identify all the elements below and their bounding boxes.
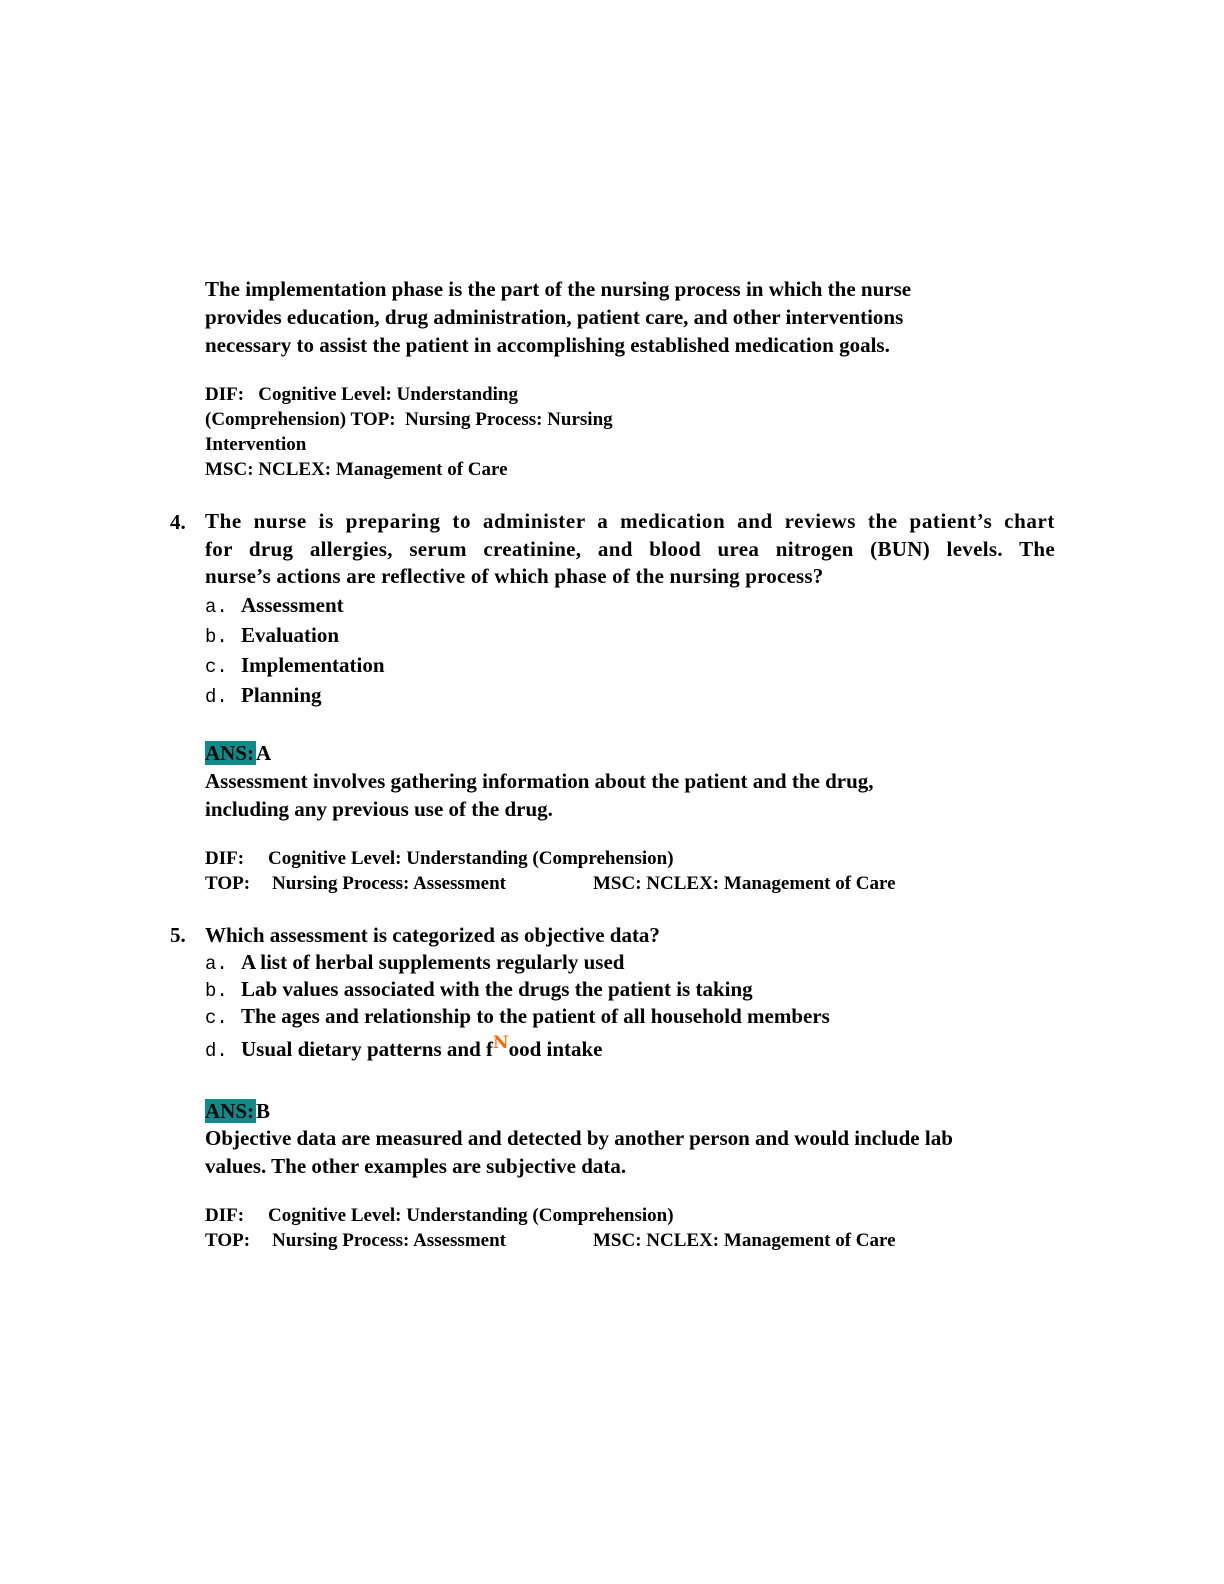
q4-stem-line: nurse’s actions are reflective of which phase of the nursing process? <box>205 564 824 588</box>
q4-answer <box>205 740 271 766</box>
option-text: Lab values associated with the drugs the patient is taking <box>241 977 753 1001</box>
q4-option-b[interactable] <box>205 621 385 651</box>
option-letter: a. <box>205 596 228 618</box>
q4-rationale-line: Assessment involves gathering information about the patient and the drug, <box>205 769 874 793</box>
q4-stem <box>205 508 1055 591</box>
question-number: 4. <box>170 510 186 534</box>
q5-option-a[interactable] <box>205 950 830 977</box>
q4-meta-top: TOP: Nursing Process: Assessment MSC: NCLEX: Management of Care <box>205 873 896 894</box>
q4-rationale <box>205 767 1025 823</box>
q4-option-d[interactable] <box>205 681 385 711</box>
option-text: Usual dietary patterns and f <box>241 1037 494 1061</box>
option-text: A list of herbal supplements regularly used <box>241 950 625 974</box>
option-letter: d. <box>205 1040 228 1062</box>
answer-badge: ANS: <box>205 1099 255 1123</box>
q3-rationale-line: necessary to assist the patient in accomplishing established medication goals. <box>205 333 890 357</box>
q3-rationale-line: The implementation phase is the part of the nursing process in which the nurse <box>205 277 912 301</box>
option-letter: c. <box>205 1007 228 1029</box>
q5-meta-dif: DIF: Cognitive Level: Understanding (Comprehension) <box>205 1205 674 1226</box>
q3-meta-line: Intervention <box>205 434 307 455</box>
q5-rationale <box>205 1124 1065 1180</box>
q5-rationale-line: values. The other examples are subjective data. <box>205 1154 627 1178</box>
q4-stem-line: The nurse is preparing to administer a medication and reviews the patient’s chart <box>205 509 1055 533</box>
option-letter: b. <box>205 626 228 648</box>
q5-meta <box>205 1203 1005 1253</box>
option-letter: c. <box>205 656 228 678</box>
q5-rationale-line: Objective data are measured and detected by another person and would include lab <box>205 1126 953 1150</box>
q4-meta <box>205 846 1005 896</box>
q3-meta-line: MSC: NCLEX: Management of Care <box>205 459 508 480</box>
q5-option-b[interactable] <box>205 977 830 1004</box>
q3-meta <box>205 382 725 482</box>
q3-meta-line: DIF: Cognitive Level: Understanding <box>205 384 518 405</box>
option-text: Planning <box>241 683 322 707</box>
q5-answer <box>205 1098 270 1124</box>
q4-meta-dif: DIF: Cognitive Level: Understanding (Comprehension) <box>205 848 674 869</box>
answer-badge: ANS: <box>205 741 255 765</box>
q5-stem: Which assessment is categorized as objective data? <box>205 923 660 947</box>
q3-rationale <box>205 275 1025 359</box>
question-number: 5. <box>170 923 186 947</box>
q4-rationale-line: including any previous use of the drug. <box>205 797 553 821</box>
option-text: Implementation <box>241 653 385 677</box>
q3-rationale-line: provides education, drug administration, patient care, and other interventions <box>205 305 904 329</box>
watermark-mark: N <box>493 1033 509 1053</box>
q3-meta-line: (Comprehension) TOP: Nursing Process: Nursing <box>205 409 613 430</box>
answer-value: B <box>256 1099 271 1123</box>
option-letter: a. <box>205 953 228 975</box>
q4-options <box>205 591 385 711</box>
q5-options <box>205 950 830 1065</box>
option-text: ood intake <box>508 1037 603 1061</box>
q4-stem-line: for drug allergies, serum creatinine, and blood urea nitrogen (BUN) levels. The <box>205 536 1055 561</box>
option-letter: b. <box>205 980 228 1002</box>
q4-option-a[interactable] <box>205 591 385 621</box>
option-letter: d. <box>205 686 228 708</box>
q5-option-c[interactable] <box>205 1004 830 1031</box>
option-text: Assessment <box>241 593 344 617</box>
answer-value: A <box>256 741 272 765</box>
option-text: The ages and relationship to the patient of all household members <box>241 1004 830 1028</box>
q5-option-d[interactable] <box>205 1035 830 1065</box>
option-text: Evaluation <box>241 623 340 647</box>
q5-meta-top: TOP: Nursing Process: Assessment MSC: NCLEX: Management of Care <box>205 1230 896 1251</box>
q4-option-c[interactable] <box>205 651 385 681</box>
